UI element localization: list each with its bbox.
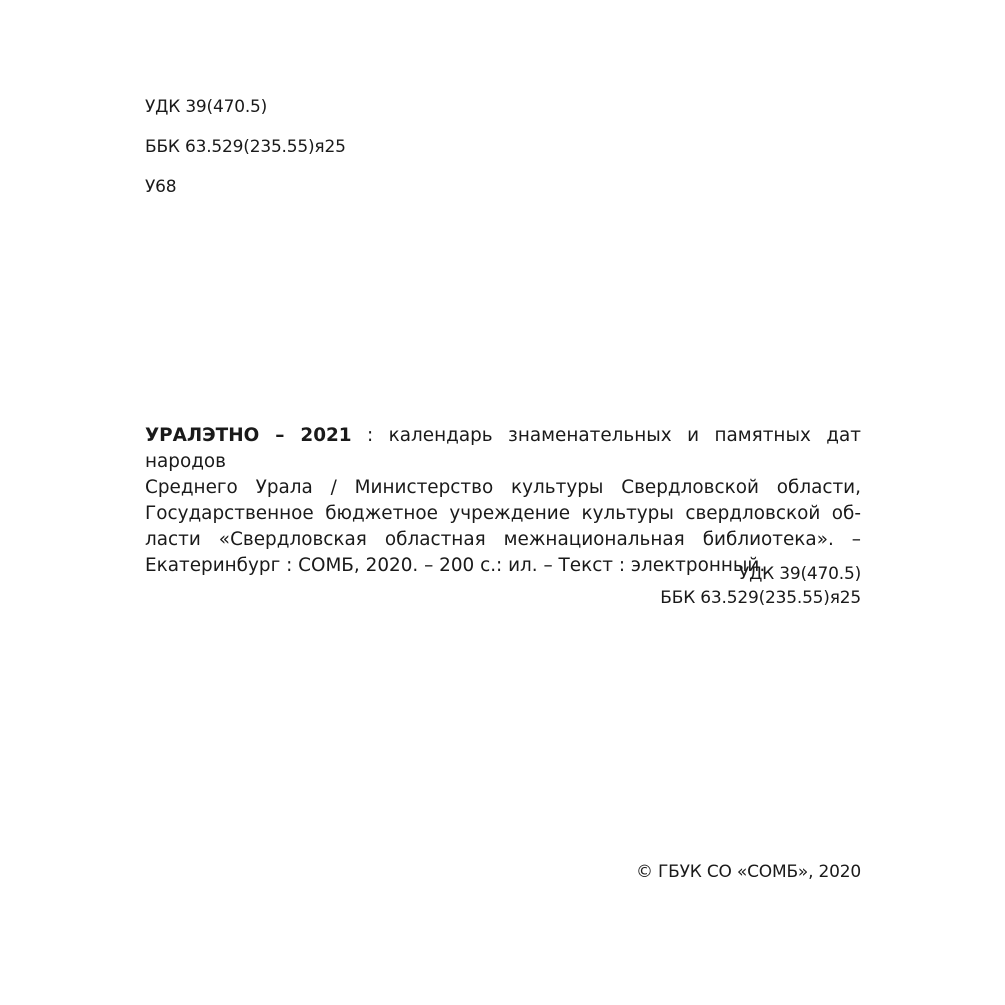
copyright-notice: © ГБУК СО «СОМБ», 2020: [636, 862, 861, 882]
record-line-3: Государственное бюджетное учреждение культуры свердловской об-: [145, 503, 861, 524]
record-line-2: Среднего Урала / Министерство культуры Свердловской области,: [145, 477, 861, 498]
record-line-4: ласти «Свердловская областная межнациональная библиотека». –: [145, 529, 861, 550]
udk-code-right: УДК 39(470.5): [738, 564, 861, 584]
bibliographic-record: [145, 423, 861, 579]
record-line-1: [145, 423, 861, 475]
record-text-1: : календарь знаменательных и памятных дат народов: [145, 425, 861, 472]
record-line-5: Екатеринбург : СОМБ, 2020. – 200 с.: ил. – Текст : электронный.: [145, 555, 766, 576]
udk-code: УДК 39(470.5): [145, 97, 268, 117]
record-title: УРАЛЭТНО – 2021: [145, 425, 352, 446]
bbk-code-right: ББК 63.529(235.55)я25: [660, 588, 861, 608]
author-mark: У68: [145, 177, 177, 197]
bbk-code: ББК 63.529(235.55)я25: [145, 137, 346, 157]
